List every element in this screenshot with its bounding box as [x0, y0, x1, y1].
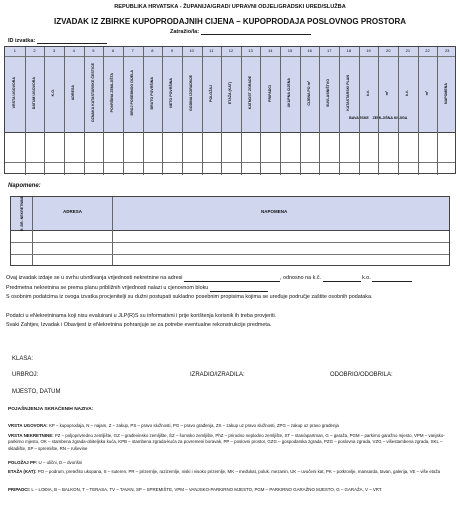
column-divider: [260, 47, 261, 175]
column-header: GODINA IZGRADNJE: [188, 74, 193, 111]
klasa-label: KLASA:: [12, 356, 34, 362]
column-header: K.O.: [51, 89, 56, 97]
column-divider: [300, 47, 301, 175]
merged-header-bavarske: BAVARSKE: [349, 116, 369, 120]
notes-col-note: NAPOMENA: [261, 209, 288, 214]
approved-by-label: ODOBRIO/ODOBRILA:: [330, 372, 393, 378]
column-header: m²: [385, 90, 390, 96]
column-number: 21: [405, 48, 411, 53]
abbr-property-type: [8, 433, 454, 452]
column-divider: [319, 47, 320, 175]
notes-col-no: R. BR. NEKRETNINE: [20, 196, 24, 232]
column-divider: [123, 47, 124, 175]
column-divider: [84, 47, 85, 175]
notes-row-divider-2: [11, 254, 449, 255]
column-header: KATASTARSKI PLAN: [346, 75, 351, 111]
column-header: SUVLASNIŠTVO: [326, 79, 331, 107]
column-header: NAPOMENA: [444, 82, 449, 104]
column-divider: [64, 47, 65, 175]
column-divider: [398, 47, 399, 175]
column-number: 12: [228, 48, 234, 53]
column-number: 16: [307, 48, 312, 53]
column-header: DATUM UGOVORA: [31, 76, 36, 110]
row-divider: [5, 162, 455, 163]
column-number: 6: [111, 48, 115, 53]
abbr-contract-type-label: VRSTA UGOVORA:: [8, 423, 48, 428]
abbreviations-title: POJAŠNJENJA SKRAĆENIH NAZIVA:: [8, 407, 94, 412]
abbr-position: [8, 460, 454, 466]
column-number: 15: [287, 48, 293, 53]
column-header: ADRESA: [70, 85, 75, 101]
column-header: BROJ POSEBNOG DIJELA: [129, 70, 134, 116]
column-header: POLOŽAJ: [208, 84, 213, 102]
column-number: 22: [425, 48, 430, 53]
notes-heading: Napomene:: [8, 183, 41, 189]
column-header: OZNAKA KATASTARSKE ČESTICE: [90, 63, 95, 123]
column-header-wrap: [206, 59, 216, 127]
column-header-wrap: [88, 59, 98, 127]
price-block-blank: [210, 286, 268, 292]
column-header: k.č.: [365, 90, 370, 96]
column-header-wrap: [49, 59, 59, 127]
column-number: 23: [444, 48, 450, 53]
urbroj-label: URBROJ:: [12, 372, 39, 378]
column-divider: [44, 47, 45, 175]
column-header-wrap: [364, 59, 374, 127]
column-number: 13: [248, 48, 253, 53]
column-divider: [143, 47, 144, 175]
column-header-wrap: [167, 59, 177, 127]
column-header-wrap: [10, 59, 20, 127]
column-header: CIJENA PO m²: [306, 80, 311, 106]
merged-header-zk: ZEMLJIŠNA KNJIGA: [372, 116, 408, 120]
column-header-wrap: [69, 59, 79, 127]
abbr-appurtenances: [8, 487, 454, 493]
column-number: 5: [92, 48, 95, 53]
notes-table-header: [11, 197, 449, 231]
abbr-floor-text: PO – podrum, pretežito ukopana, S – suteren, PR – prizemlje, razizemlje, niski i visoko prizemlje, MK – međukat, poluk. mezanin, UK – uvučeni kat, PK – potkrovlje, mansarda, tavan, galerija, VE – više etaža: [37, 469, 441, 474]
column-header-wrap: [187, 59, 197, 127]
place-date-label: MJESTO, DATUM: [12, 389, 61, 395]
column-header-wrap: [108, 59, 118, 127]
column-divider: [339, 47, 340, 175]
column-number: 1: [13, 48, 16, 53]
statement-ko-text: k.o.: [362, 275, 371, 281]
abbr-floor-label: ETAŽA (KAT):: [8, 469, 37, 474]
extract-id-field: [8, 38, 107, 44]
notes-col-address: ADRESA: [63, 209, 83, 214]
column-number: 20: [385, 48, 391, 53]
requested-by-field: [170, 29, 311, 35]
extract-id-label: ID izvatka:: [8, 38, 36, 44]
column-header: POVRŠINA ZEMLJIŠTA: [110, 73, 115, 113]
column-header: VRSTA UGOVORA: [12, 77, 17, 109]
parcel-blank: [323, 276, 361, 282]
column-divider: [280, 47, 281, 175]
column-header-wrap: [285, 59, 295, 127]
statement-price-block-line: [6, 284, 456, 292]
institution-header: REPUBLIKA HRVATSKA - ŽUPANIJA/GRAD/ UPRAVNI ODJEL/GRADSKI URED/SLUŽBA: [114, 4, 346, 10]
column-header: m²: [424, 90, 429, 96]
abbr-appurtenances-label: PRIPADCI:: [8, 487, 31, 492]
column-divider: [221, 47, 222, 175]
column-header: k.č.: [405, 90, 410, 96]
abbr-contract-type: [8, 423, 454, 429]
notes-table: [10, 196, 450, 266]
requested-by-label: Zatražio/la:: [170, 29, 200, 35]
document-title: IZVADAK IZ ZBIRKE KUPOPRODAJNIH CIJENA – KUPOPRODAJA POSLOVNOG PROSTORA: [53, 17, 407, 26]
prepared-by-label: IZRADIO/IZRADILA:: [190, 372, 245, 378]
column-header: NETO POVRŠINA: [169, 78, 174, 108]
column-divider: [241, 47, 242, 175]
abbr-property-type-text: PZ – poljoprivredno zemljište, GZ – građevinsko zemljište, ŠZ – šumsko zemljište, PhZ – prirodno neplodno zemljište, ST – stan/apartman, G – garaža, PGM – parkirno garažno mjesto, VPM – vanjsko-parkirno mjesto, OK – stambena zgrada-obiteljska kuća, KPB – stambena zgrada-kuća za povremeni boravak, PP – poslovni prostor, GZG – gospodarska zgrada, PZG – poslovna zgrada, VZG – višestambena zgrada, SKL – skladište, SP – spremište, RN – ruševine: [8, 433, 445, 451]
column-header-wrap: [29, 59, 39, 127]
column-header-wrap: [423, 59, 433, 127]
column-header-wrap: [128, 59, 138, 127]
column-header: UKUPNA CIJENA: [287, 78, 292, 108]
column-header-wrap: [305, 59, 315, 127]
column-header: KATNOST ZGRADE: [247, 76, 252, 110]
column-number: 11: [209, 48, 214, 53]
column-number: 8: [151, 48, 154, 53]
column-header-wrap: [246, 59, 256, 127]
abbr-property-type-label: VRSTA NEKRETNINE:: [8, 433, 54, 438]
column-number: 2: [33, 48, 36, 53]
column-header-wrap: [344, 59, 354, 127]
abbr-contract-type-text: KP – kupoprodaja, N – najam, Z – zakup, PS – pravo služnosti, PG – pravo građenja, ZS – zakup uz pravo služnosti, ZPG – zakup uz pravo građenja: [49, 423, 339, 428]
notes-col-no-wrap: [12, 196, 32, 232]
statement-privacy: S osobnim podatcima iz ovoga izvatka procjenitelji su dužni postupati sukladno posebnim propisima kojima se uređuje područje zaštite osobnih podataka.: [6, 294, 373, 300]
abbr-floor: [8, 469, 454, 475]
column-header-wrap: [265, 59, 275, 127]
statement-storage: Svaki Zahtjev, Izvadak i Obavijest iz eNekretnina pohranjuje se za potrebe eventualne rekonstrukcije predmeta.: [6, 322, 272, 328]
column-divider: [162, 47, 163, 175]
column-header-wrap: [147, 59, 157, 127]
statement-parcel-text: , odnosno na k.č.: [280, 275, 322, 281]
column-divider: [378, 47, 379, 175]
column-divider: [182, 47, 183, 175]
extract-id-line: [37, 38, 107, 44]
column-number: 9: [170, 48, 174, 53]
statement-address-text: Ovaj izvadak izdaje se u svrhu utvrđivanja vrijednosti nekretnine na adresi: [6, 275, 183, 281]
abbr-position-text: U – ulični, D – dvorišni: [38, 460, 83, 465]
ko-blank: [372, 276, 412, 282]
column-number: 10: [189, 48, 194, 53]
column-number: 19: [366, 48, 371, 53]
abbr-position-label: POLOŽAJ PP:: [8, 460, 38, 465]
column-divider: [359, 47, 360, 175]
column-divider: [103, 47, 104, 175]
column-header-wrap: [403, 59, 413, 127]
column-divider: [25, 47, 26, 175]
column-header-wrap: [324, 59, 334, 127]
column-header-wrap: [383, 59, 393, 127]
statement-address-line: [6, 274, 456, 282]
header-divider: [5, 132, 455, 133]
column-number: 7: [131, 48, 134, 53]
column-header: ETAŽA (KAT): [228, 81, 233, 105]
sales-table: [4, 46, 456, 174]
column-number: 14: [268, 48, 273, 53]
address-blank: [184, 276, 280, 282]
abbr-appurtenances-text: L – LOĐIA, B – BALKON, T – TERASA, TV – TAVAN, SP – SPREMIŠTE, VPM – VANJSKO-PARKIRNO MJESTO, PGM – PARKIRNO GARAŽNO MJESTO, G – GARAŽA, V – VRT: [31, 487, 382, 492]
statement-price-block-text: Predmetna nekretnina se prema planu približnih vrijednosti nalazi u cjenovnom bloku: [6, 285, 209, 291]
column-number: 3: [53, 48, 56, 53]
column-number: 18: [346, 48, 352, 53]
notes-row-divider-1: [11, 242, 449, 243]
column-divider: [202, 47, 203, 175]
column-header: BRUTO POVRŠINA: [149, 76, 154, 110]
column-header: PRIPADCI: [267, 84, 272, 102]
column-number: 4: [72, 48, 75, 53]
column-header-wrap: [226, 59, 236, 127]
column-header-wrap: [442, 59, 452, 127]
column-divider: [437, 47, 438, 175]
requested-by-line: [201, 29, 311, 35]
column-divider: [418, 47, 419, 175]
column-number: 17: [327, 48, 332, 53]
statement-evaluation: Podatci u eNekretninama koji nisu evaluirani u JLP(R)S su informativni i prije korištenja korisnik ih treba provjeriti.: [6, 313, 277, 319]
